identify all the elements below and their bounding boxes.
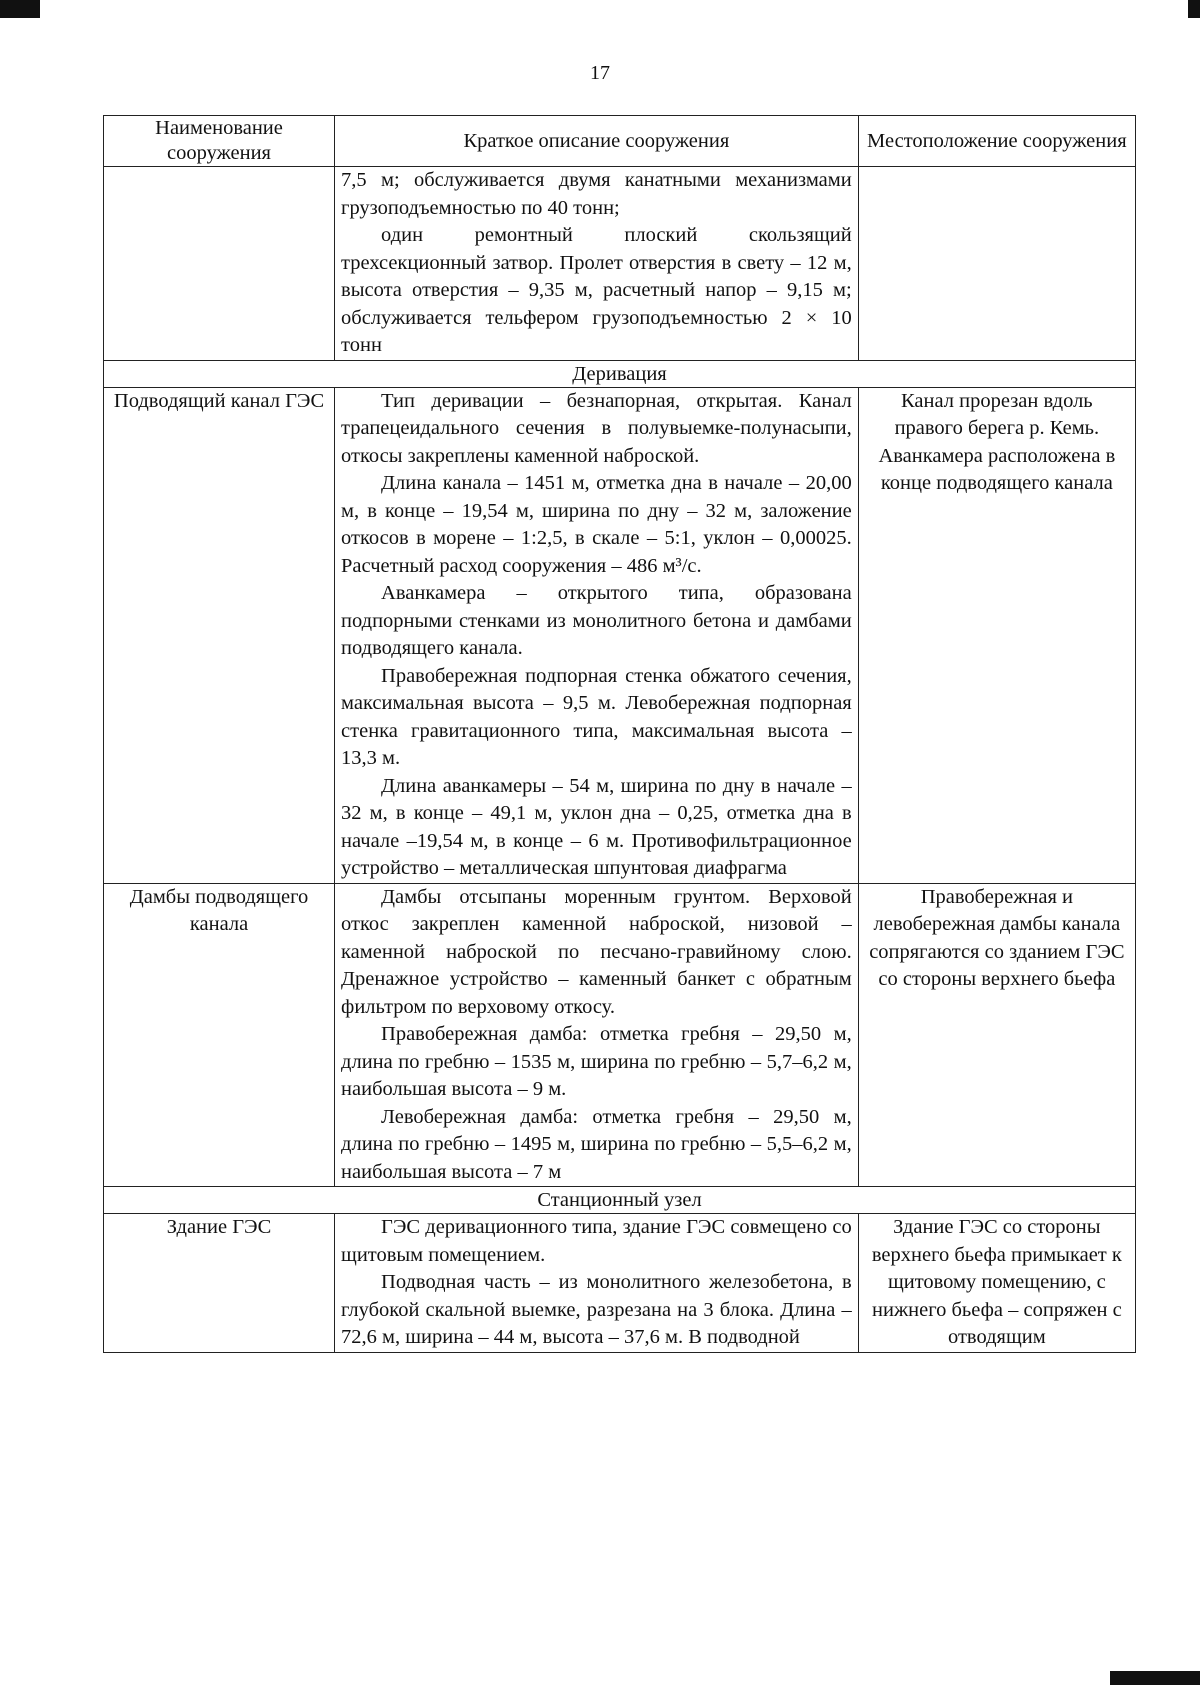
description-paragraph: Правобережная подпорная стенка обжатого сечения, максимальная высота – 9,5 м. Левобережная подпорная стенка гравитационного типа, максимальная высота – 13,3 м.	[341, 664, 852, 769]
description-paragraph: 7,5 м; обслуживается двумя канатными механизмами грузоподъемностью по 40 тонн;	[341, 169, 852, 219]
scan-border-bottom-right	[1110, 1671, 1200, 1685]
section-row	[104, 360, 1136, 387]
location-cell	[858, 167, 1135, 361]
table-row	[104, 1214, 1136, 1353]
table-row	[104, 167, 1136, 361]
description-paragraph: Левобережная дамба: отметка гребня – 29,50 м, длина по гребню – 1495 м, ширина по гребню – 5,5–6,2 м, наибольшая высота – 7 м	[341, 1105, 852, 1183]
location-cell: Канал прорезан вдоль правого берега р. Кемь. Аванкамера расположена в конце подводящего канала	[858, 387, 1135, 883]
section-row	[104, 1187, 1136, 1214]
table-row	[104, 387, 1136, 883]
location-cell: Здание ГЭС со стороны верхнего бьефа примыкает к щитовому помещению, с нижнего бьефа – сопряжен с отводящим	[858, 1214, 1135, 1353]
description-paragraph: Аванкамера – открытого типа, образована подпорными стенками из монолитного бетона и дамбами подводящего канала.	[341, 582, 852, 659]
description-cell	[335, 167, 859, 361]
description-paragraph: Длина канала – 1451 м, отметка дна в начале – 20,00 м, в конце – 19,54 м, ширина по дну – 32 м, заложение откосов в морене – 1:2,5, в скале – 5:1, уклон – 0,00025. Расчетный расход сооружения – 486 м³/с.	[341, 472, 852, 577]
structures-table	[103, 115, 1136, 1353]
header-location: Местоположение сооружения	[858, 116, 1135, 167]
description-paragraph: Дамбы отсыпаны моренным грунтом. Верховой откос закреплен каменной наброской, низовой – каменной наброской по песчано-гравийному слою. Дренажное устройство – каменный банкет с обратным фильтром по верховому откосу.	[341, 885, 852, 1018]
description-paragraph: Тип деривации – безнапорная, открытая. Канал трапецеидального сечения в полувыемке-полунасыпи, откосы закреплены каменной наброской.	[341, 389, 852, 467]
table-row	[104, 883, 1136, 1187]
description-paragraph: один ремонтный плоский скользящий трехсекционный затвор. Пролет отверстия в свету – 12 м, высота отверстия – 9,35 м, расчетный напор – 9,15 м; обслуживается тельфером грузоподъемностью 2 × 10 тонн	[341, 224, 852, 356]
header-description: Краткое описание сооружения	[335, 116, 859, 167]
location-cell: Правобережная и левобережная дамбы канала сопрягаются со зданием ГЭС со стороны верхнего бьефа	[858, 883, 1135, 1187]
header-name: Наименование сооружения	[104, 116, 335, 167]
name-cell: Подводящий канал ГЭС	[104, 387, 335, 883]
description-paragraph: Длина аванкамеры – 54 м, ширина по дну в начале – 32 м, в конце – 49,1 м, уклон дна – 0,25, отметка дна в начале –19,54 м, в конце – 6 м. Противофильтрационное устройство – металлическая шпунтовая диафрагма	[341, 774, 852, 879]
description-paragraph: Подводная часть – из монолитного железобетона, в глубокой скальной выемке, разрезана на 3 блока. Длина – 72,6 м, ширина – 44 м, высота – 37,6 м. В подводной	[341, 1271, 852, 1348]
scan-border-top-right	[1188, 0, 1200, 18]
section-title-station: Станционный узел	[104, 1187, 1136, 1214]
description-cell	[335, 883, 859, 1187]
description-cell	[335, 1214, 859, 1353]
section-title-derivation: Деривация	[104, 360, 1136, 387]
name-cell: Дамбы подводящего канала	[104, 883, 335, 1187]
description-paragraph: Правобережная дамба: отметка гребня – 29,50 м, длина по гребню – 1535 м, ширина по гребню – 5,7–6,2 м, наибольшая высота – 9 м.	[341, 1023, 852, 1100]
page-number: 17	[590, 62, 610, 84]
table-header-row	[104, 116, 1136, 167]
name-cell	[104, 167, 335, 361]
description-paragraph: ГЭС деривационного типа, здание ГЭС совмещено со щитовым помещением.	[341, 1216, 852, 1266]
scan-border-top-left	[0, 0, 40, 18]
name-cell: Здание ГЭС	[104, 1214, 335, 1353]
description-cell	[335, 387, 859, 883]
